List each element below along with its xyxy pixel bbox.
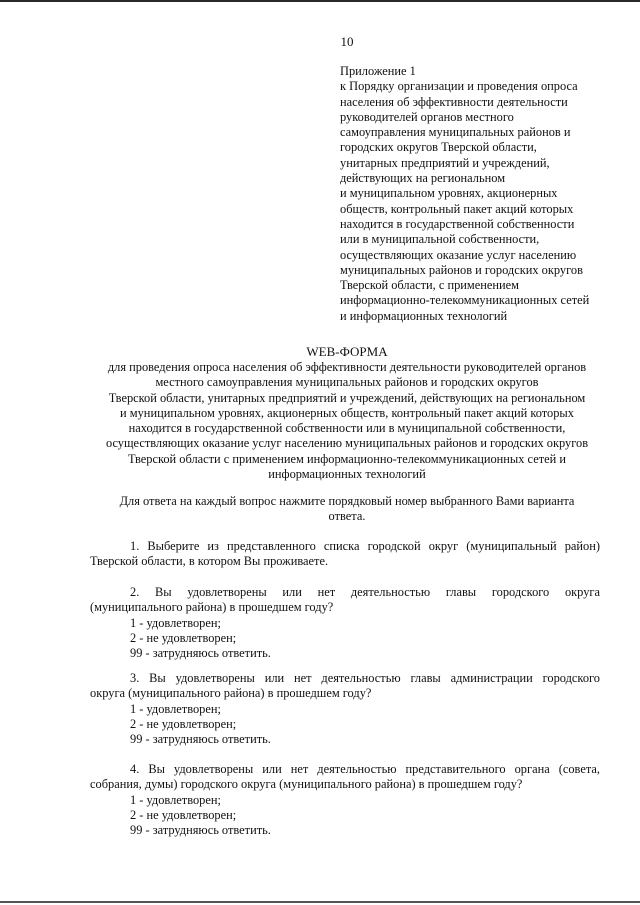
subtitle-line: Тверской области, унитарных предприятий и учреждений, действующих на региональном: [108, 390, 586, 405]
question-text: 3. Вы удовлетворены или нет деятельностью главы администрации городского: [130, 671, 600, 685]
question-1: [90, 539, 600, 570]
form-subtitle: [60, 360, 634, 482]
appendix-line: населения об эффективности деятельности: [340, 94, 568, 109]
answer-option-2[interactable]: 2 - не удовлетворен;: [130, 630, 237, 645]
question-text: 1. Выберите из представленного списка городской округ (муниципальный район): [130, 539, 600, 553]
answer-option-1[interactable]: 1 - удовлетворен;: [130, 792, 221, 807]
subtitle-line: находится в государственной собственности или в муниципальной собственности,: [128, 421, 566, 436]
answer-option-1[interactable]: 1 - удовлетворен;: [130, 615, 221, 630]
answer-option-99[interactable]: 99 - затрудняюсь ответить.: [130, 732, 271, 747]
instruction-line: ответа.: [328, 509, 366, 524]
answer-option-99[interactable]: 99 - затрудняюсь ответить.: [130, 646, 271, 661]
top-scan-border: [0, 0, 640, 2]
appendix-line: осуществляющих оказание услуг населению: [340, 247, 577, 262]
answer-option-2[interactable]: 2 - не удовлетворен;: [130, 716, 237, 731]
page-number: 10: [340, 34, 354, 49]
instruction-line: Для ответа на каждый вопрос нажмите порядковый номер выбранного Вами варианта: [119, 494, 575, 508]
subtitle-line: информационных технологий: [268, 467, 426, 482]
appendix-line: Тверской области, с применением: [340, 278, 519, 293]
appendix-line: к Порядку организации и проведения опроса: [340, 79, 578, 94]
question-text: 4. Вы удовлетворены или нет деятельностью представительного органа (совета,: [130, 762, 600, 776]
question-text-continued: собрания, думы) городского округа (муниципального района) в прошедшем году?: [90, 777, 523, 792]
appendix-line: Приложение 1: [340, 64, 416, 78]
subtitle-line: и муниципальном уровнях, акционерных обществ, контрольный пакет акций которых: [120, 405, 574, 420]
appendix-line: информационно-телекоммуникационных сетей: [340, 293, 590, 308]
bottom-scan-border: [0, 901, 640, 903]
question-4: [90, 762, 600, 838]
form-title: WEB-ФОРМА: [306, 344, 388, 359]
appendix-line: действующих на региональном: [340, 171, 506, 186]
appendix-line: самоуправления муниципальных районов и: [340, 125, 571, 140]
answer-option-1[interactable]: 1 - удовлетворен;: [130, 701, 221, 716]
appendix-line: обществ, контрольный пакет акций которых: [340, 201, 574, 216]
question-text-continued: (муниципального района) в прошедшем году?: [90, 600, 334, 615]
form-instruction: [60, 494, 634, 525]
appendix-line: и информационных технологий: [340, 308, 508, 323]
question-2: [90, 585, 600, 661]
subtitle-line: Тверской области с применением информационно-телекоммуникационных сетей и: [128, 451, 566, 466]
subtitle-line: местного самоуправления муниципальных районов и городских округов: [155, 375, 539, 390]
appendix-line: руководителей органов местного: [340, 109, 514, 124]
appendix-line: находится в государственной собственности: [340, 216, 575, 231]
appendix-line: или в муниципальной собственности,: [340, 232, 540, 247]
question-text-continued: округа (муниципального района) в прошедшем году?: [90, 686, 372, 701]
appendix-line: муниципальных районов и городских округов: [340, 262, 583, 277]
question-text: 2. Вы удовлетворены или нет деятельностью главы городского округа: [130, 585, 600, 599]
appendix-line: унитарных предприятий и учреждений,: [340, 155, 550, 170]
question-3: [90, 671, 600, 747]
question-text-continued: Тверской области, в котором Вы проживаете.: [90, 554, 329, 569]
appendix-header: [340, 64, 615, 324]
answer-option-99[interactable]: 99 - затрудняюсь ответить.: [130, 823, 271, 838]
answer-option-2[interactable]: 2 - не удовлетворен;: [130, 807, 237, 822]
appendix-line: городских округов Тверской области,: [340, 140, 537, 155]
subtitle-line: осуществляющих оказание услуг населению муниципальных районов и городских округов: [105, 436, 589, 451]
appendix-line: и муниципальном уровнях, акционерных: [340, 186, 558, 201]
subtitle-line: для проведения опроса населения об эффективности деятельности руководителей органов: [107, 360, 587, 374]
